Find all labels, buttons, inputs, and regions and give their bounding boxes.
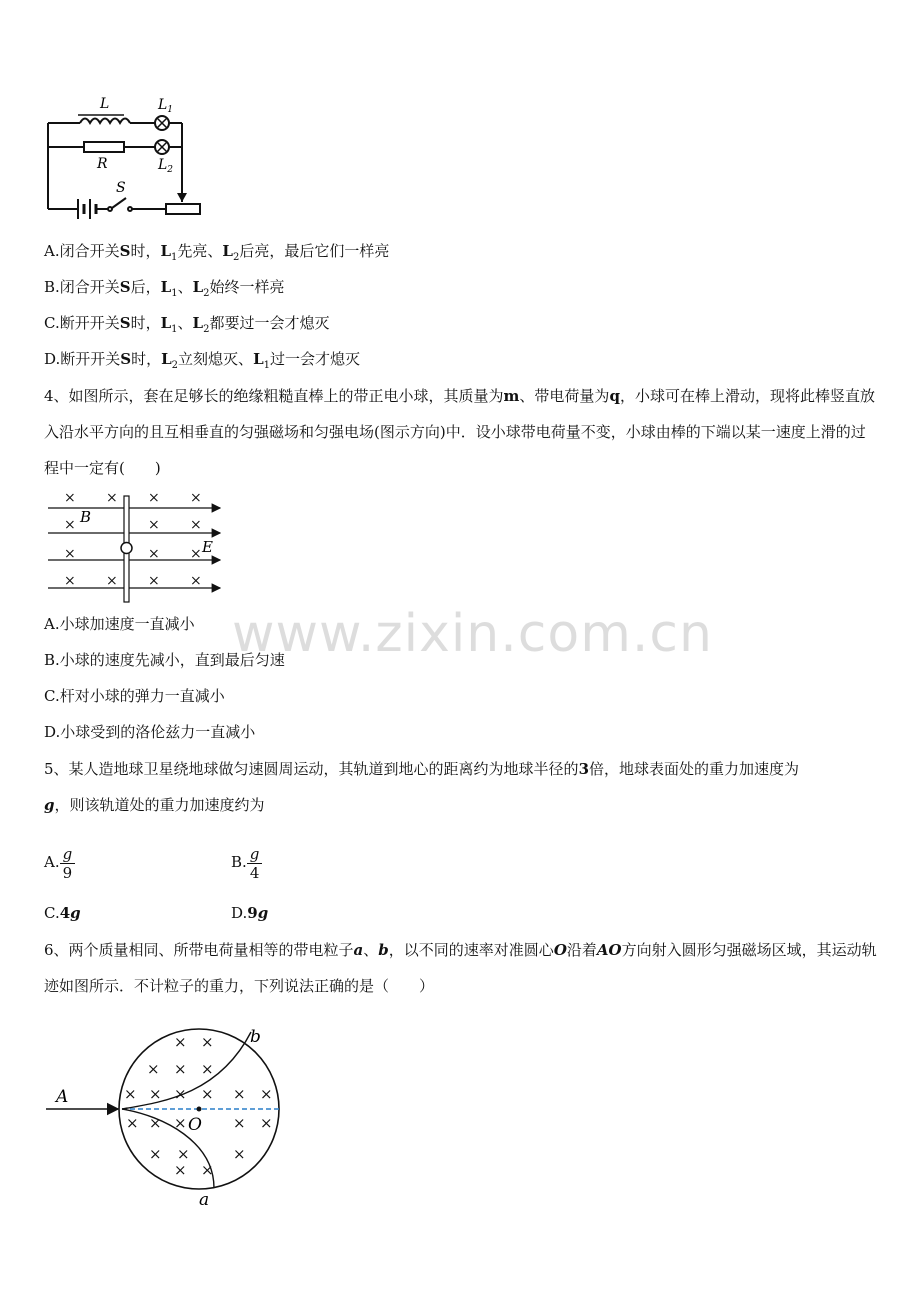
svg-text:×: × [190,490,202,506]
svg-text:×: × [148,490,160,506]
svg-text:×: × [148,573,160,589]
svg-text:×: × [147,1060,160,1078]
svg-text:×: × [174,1161,187,1179]
rheostat [166,204,200,214]
q3-option-c: C.断开开关S时，$L_1$、$L_2$都要过一会才熄灭 [44,314,330,335]
q5-stem: 5、某人造地球卫星绕地球做匀速圆周运动，其轨道到地心的距离约为地球半径的3倍，地球表面处的重力加速度为 g，则该轨道处的重力加速度约为 [44,760,800,814]
label-e: E [202,538,213,556]
svg-text:×: × [177,1145,190,1163]
svg-text:×: × [124,1085,137,1103]
svg-text:×: × [148,517,160,533]
svg-text:×: × [260,1085,273,1103]
q4-option-a: A.小球加速度一直减小 [44,615,195,633]
label-b: B [80,508,92,526]
svg-text:×: × [64,546,76,562]
q4-stem: 4、如图所示，套在足够长的绝缘粗糙直棒上的带正电小球，其质量为m、带电荷量为q，小球可在棒上滑动，现将此棒竖直放入沿水平方向的且互相垂直的匀强磁场和匀强电场(图示方向)中．设小球带电荷量不变，小球由棒的下端以某一速度上滑的过程中一定有( ) [44,387,875,477]
svg-text:×: × [64,517,76,533]
svg-text:×: × [201,1060,214,1078]
label-o: O [188,1115,202,1135]
svg-text:×: × [260,1114,273,1132]
svg-text:×: × [174,1085,187,1103]
label-s: S [116,180,126,196]
svg-text:×: × [174,1033,187,1051]
svg-text:×: × [190,546,202,562]
svg-text:×: × [190,573,202,589]
q4-option-b: B.小球的速度先减小，直到最后匀速 [44,651,285,669]
svg-text:×: × [106,490,118,506]
q3-circuit-diagram [40,94,210,219]
label-l: L [100,96,110,112]
cross-mark: × [64,490,76,506]
svg-text:×: × [233,1085,246,1103]
svg-text:×: × [233,1114,246,1132]
svg-text:×: × [201,1085,214,1103]
svg-text:×: × [64,573,76,589]
svg-text:×: × [190,517,202,533]
q6-magnetic-field-diagram [44,1022,304,1212]
center-point [197,1107,202,1112]
q4-field-diagram [44,488,229,603]
watermark: www.zixin.com.cn [232,604,713,664]
svg-text:×: × [174,1060,187,1078]
svg-text:×: × [149,1145,162,1163]
label-a-start: A [56,1087,69,1107]
q3-option-b: B.闭合开关S后，$L_1$、$L_2$始终一样亮 [44,278,285,299]
q5-option-c: C.4g [44,904,81,922]
svg-text:×: × [148,546,160,562]
svg-text:×: × [106,573,118,589]
label-a: a [199,1190,210,1210]
q6-stem: 6、两个质量相同、所带电荷量相等的带电粒子a、b，以不同的速率对准圆心O沿着AO方向射入圆形匀强磁场区域，其运动轨迹如图所示．不计粒子的重力，下列说法正确的是（ ） [44,941,877,995]
svg-text:×: × [126,1114,139,1132]
charged-ball [121,543,132,554]
label-l1: $L_1$ [158,97,174,115]
label-b: b [250,1027,261,1047]
q5-option-d: D.9g [231,904,269,922]
q5-option-b: B. $\frac{g}{4}$ [231,842,262,882]
label-r: R [97,156,108,172]
inductor-coil [80,119,130,124]
svg-text:×: × [149,1085,162,1103]
q4-option-d: D.小球受到的洛伦兹力一直减小 [44,723,256,741]
resistor-r [84,142,124,152]
q3-option-d: D.断开开关S时，$L_2$立刻熄灭、$L_1$过一会才熄灭 [44,350,360,371]
switch-s [112,198,126,208]
q5-option-a: A. $\frac{g}{9}$ [44,842,75,882]
svg-text:×: × [149,1114,162,1132]
svg-text:×: × [233,1145,246,1163]
q3-option-a: A.闭合开关S时，$L_1$先亮、$L_2$后亮，最后它们一样亮 [44,242,390,263]
svg-text:×: × [201,1033,214,1051]
q4-option-c: C.杆对小球的弹力一直减小 [44,687,225,705]
label-l2: $L_2$ [158,157,174,175]
svg-text:×: × [174,1114,187,1132]
svg-text:×: × [201,1161,214,1179]
